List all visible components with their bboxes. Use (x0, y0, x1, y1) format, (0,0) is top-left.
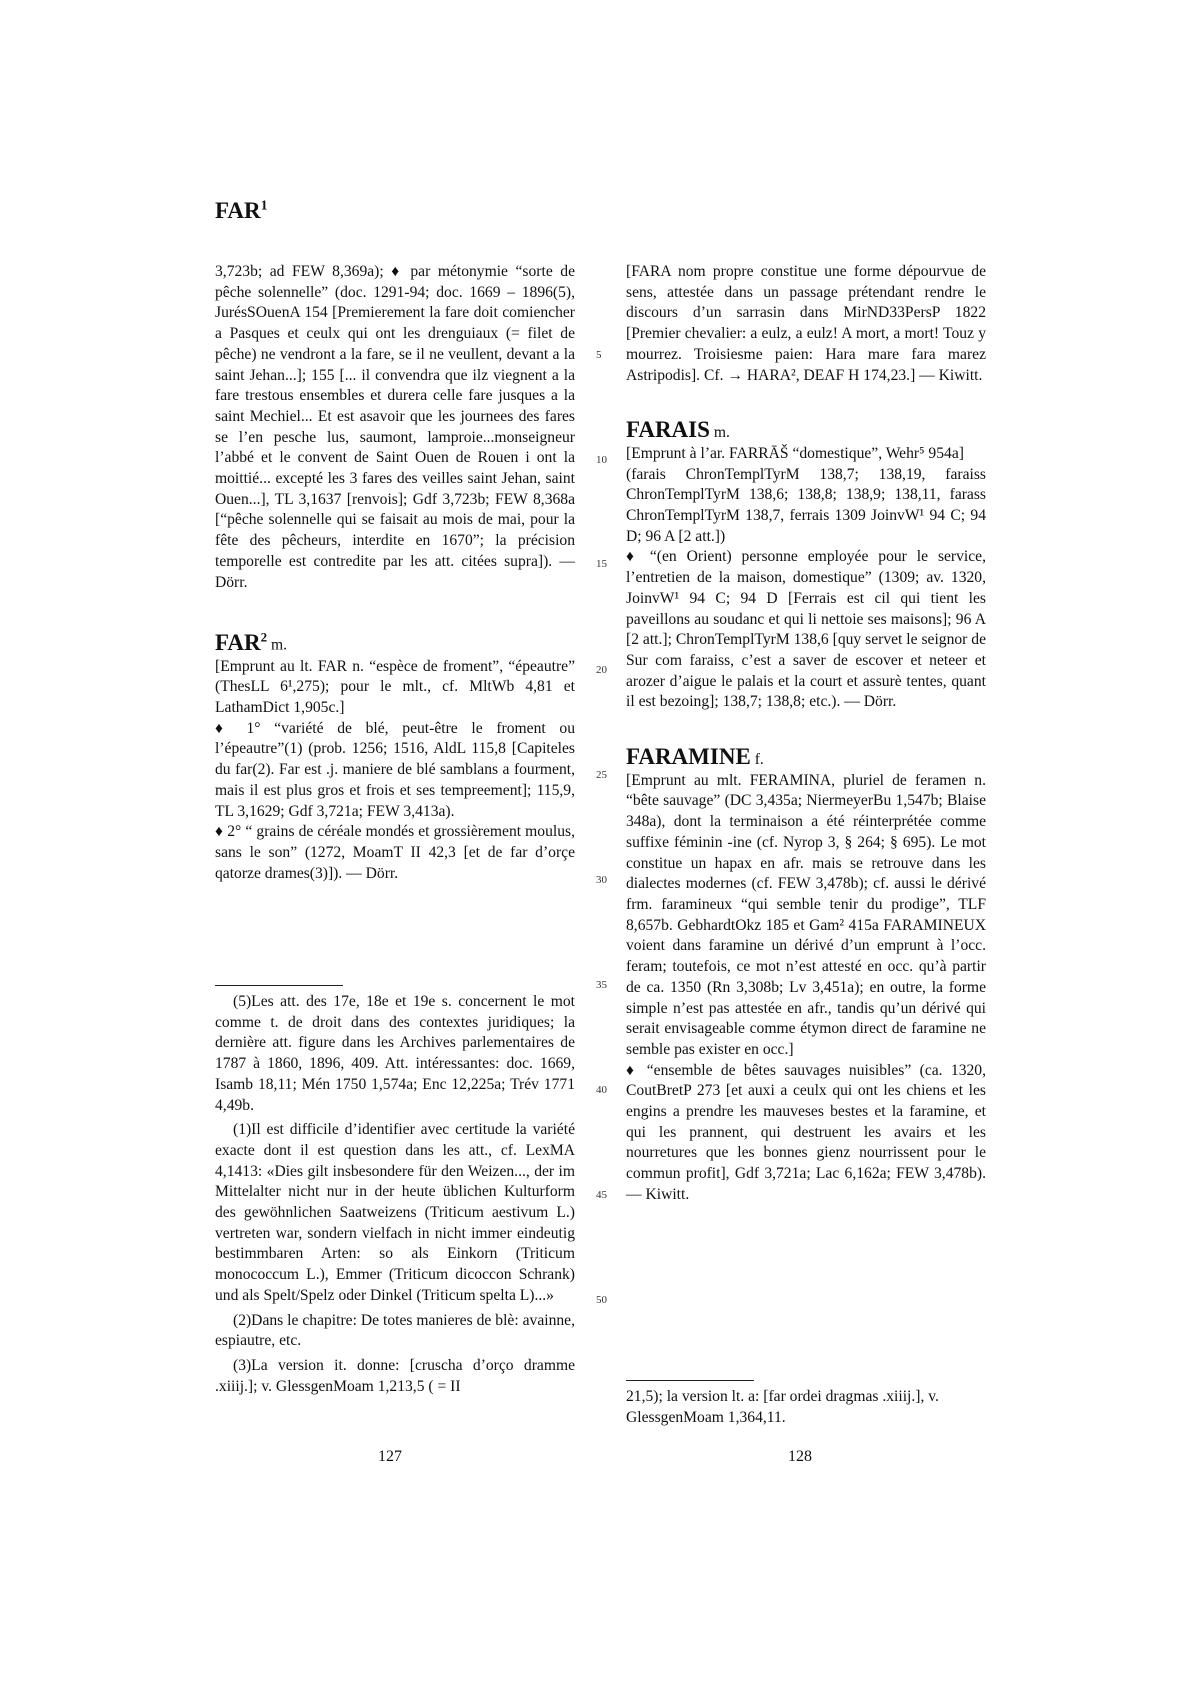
footnote-rule (626, 1380, 754, 1381)
line-number: 15 (596, 558, 607, 570)
footnote-rule (215, 985, 343, 986)
gram-category: m. (270, 636, 287, 654)
left-column (215, 262, 575, 884)
footnote-continuation: 21,5); la version lt. a: [far ordei dragmas .xiiij.], v. GlessgenMoam 1,364,11. (626, 1388, 939, 1426)
page-number-left: 127 (378, 1448, 402, 1465)
page-header: FAR$^1$ (215, 198, 268, 223)
headword: FAR$^2$ (215, 629, 268, 655)
line-number: 25 (596, 769, 607, 781)
line-number: 40 (596, 1084, 607, 1096)
line-number: 10 (596, 454, 607, 466)
sense: ♦ “ensemble de bêtes sauvages nuisibles” (ca. 1320, CoutBretP 273 [et auxi a ceulx qui ont les chiens et les engins a prendre les mauveses bestes et la faramine, et qui les prannent, qui destruent les avairs et les nourretures que les bonnes gienz nourrissent pour le commun profit], Gdf 3,721a; Lac 6,162a; FEW 3,478b). — Kiwitt. (626, 1061, 986, 1203)
headword: FARAMINE (626, 744, 751, 770)
line-number: 5 (596, 349, 602, 361)
footnote: (2)Dans le chapitre: De totes manieres de blè: avainne, espiautre, etc. (215, 1311, 575, 1350)
entry-far2 (215, 627, 575, 884)
footnotes-right (626, 1380, 986, 1428)
forms: (farais ChronTemplTyrM 138,7; 138,19, faraiss ChronTemplTyrM 138,6; 138,8; 138,9; 138,11, farass ChronTemplTyrM 138,7, ferrais 1309 JoinvW¹ 94 C; 94 D; 96 A [2 att.]) (626, 465, 986, 545)
footnotes-left (215, 985, 575, 1401)
line-number: 50 (596, 1294, 607, 1306)
line-number: 20 (596, 664, 607, 676)
sense: ♦ “(en Orient) personne employée pour le service, l’entretien de la maison, domestique” (1309; av. 1320, JoinvW¹ 94 C; 94 D [Ferrais est cil qui tient les paveillons au soudanc et qui li nettoie ses maisons]; 96 A [2 att.]; ChronTemplTyrM 138,6 [quy servet le seignor de Sur com faraiss, c’est a saver de escover et neteer et arozer d’aigue le palais et la court et assurè tentes, quant il est bezoing]; 138,7; 138,8; etc.). — Dörr. (626, 548, 986, 711)
sense-1: ♦ 1° “variété de blé, peut-être le froment ou l’épeautre”(1) (prob. 1256; 1516, AldL 115,8 [Capiteles du far(2). Far est .j. maniere de blé samblans a fourment, mais il est plus gros et frois et ses tempreement]; 115,9, TL 3,1629; Gdf 3,721a; FEW 3,413a). (215, 719, 575, 820)
far1-continuation: 3,723b; ad FEW 8,369a); ♦ par métonymie “sorte de pêche solennelle” (doc. 1291-94; doc. 1669 – 1896(5), JurésSOuenA 154 [Premierement la fare doit comiencher a Pasques et ceulx qui ont les drenguiaux (= filet de pêche) ne vendront a la fare, se il ne veullent, devant a la saint Jehan...]; 155 [... il convendra que ilz viegnent a la fare trestous ensembles et durera celle fare jusques a la saint Mechiel... Et est asavoir que les journees des fares se l’en pesche lus, saumont, lamproie...monseigneur l’abbé et le convent de Saint Ouen de Rouen i ont la moittié... excepté les 3 fares des veilles saint Jehan, saint Ouen...], TL 3,1637 [renvois]; Gdf 3,723b; FEW 8,368a [“pêche solennelle qui se faisait au mois de mai, pour la fête des pêcheurs, interdite en 1670”; la précision temporelle est contredite par les att. citées supra]). — Dörr. (215, 263, 575, 591)
etymology: [Emprunt au mlt. FERAMINA, pluriel de feramen n. “bête sauvage” (DC 3,435a; NiermeyerBu 1,547b; Blaise 348a), dont la terminaison a été réinterprétée comme suffixe féminin -ine (cf. Nyrop 3, § 264; § 695). Le mot constitue un hapax en afr. mais se retrouve dans les dialectes modernes (cf. FEW 3,478b); cf. aussi le dérivé frm. faramineux “qui semble tenir du prodige”, TLF 8,657b. GebhardtOkz 185 et Gam² 415a FARAMINEUX voient dans faramine un dérivé d’un emprunt à l’occ. feram; toutefois, ce mot n’est attesté en occ. qu’à partir de ca. 1350 (Rn 3,308b; Lv 3,451a); en outre, la forme simple n’est pas attestée en afr., tandis qu’un dérivé qui serait envisageable comme étymon direct de faramine ne semble pas exister en occ.] (626, 771, 986, 1058)
line-number: 30 (596, 874, 607, 886)
entry-farais (626, 417, 986, 713)
footnote: (3)La version it. donne: [cruscha d’orço dramme .xiiij.]; v. GlessgenMoam 1,213,5 ( = II (215, 1356, 575, 1395)
headword: FARAIS (626, 417, 710, 443)
entry-fara: [FARA nom propre constitue une forme dépourvue de sens, attestée dans un passage prétendant rendre le discours d’un sarrasin dans MirND33PersP 1822 [Premier chevalier: a eulz, a eulz! A mort, a mort! Touz y mourrez. Troisiesme paien: Hara mare fara marez Astripodis]. Cf. → HARA², DEAF H 174,23.] — Kiwitt. (626, 263, 986, 384)
sense-2: ♦ 2° “ grains de céréale mondés et grossièrement moulus, sans le son” (1272, MoamT II 42,3 [et de far d’orçe qatorze drames(3)]). — Dörr. (215, 823, 575, 882)
etymology: [Emprunt au lt. FAR n. “espèce de froment”, “épeautre” (ThesLL 6¹,275); pour le mlt., cf. MltWb 4,81 et LathamDict 1,905c.] (215, 657, 575, 717)
line-number: 35 (596, 979, 607, 991)
gram-category: f. (754, 751, 764, 769)
footnote: (5)Les att. des 17e, 18e et 19e s. concernent le mot comme t. de droit dans des contextes juridiques; la dernière att. figure dans les Archives parlementaires de 1787 à 1860, 1896, 409. Att. intéressantes: doc. 1669, Isamb 18,11; Mén 1750 1,574a; Enc 12,225a; Trév 1771 4,49b. (215, 993, 575, 1114)
entry-faramine (626, 744, 986, 1205)
page-number-right: 128 (788, 1448, 812, 1465)
right-column (626, 262, 986, 1206)
footnote: (1)Il est difficile d’identifier avec certitude la variété exacte dont il est question dans les att., cf. LexMA 4,1413: «Dies gilt insbesondere für den Weizen..., der im Mittelalter nicht nur in der heute üblichen Kulturform des gewöhnlichen Saatweizens (Triticum aestivum L.) vertreten war, sondern vielfach in nicht immer eindeutig bestimmbaren Arten: so als Einkorn (Triticum monococcum L.), Emmer (Triticum dicoccon Schrank) und als Spelt/Spelz oder Dinkel (Triticum spelta L)...» (215, 1121, 575, 1304)
gram-category: m. (713, 424, 730, 442)
line-number: 45 (596, 1189, 607, 1201)
etymology: [Emprunt à l’ar. FARRĀŠ “domestique”, Wehr⁵ 954a] (626, 444, 964, 462)
